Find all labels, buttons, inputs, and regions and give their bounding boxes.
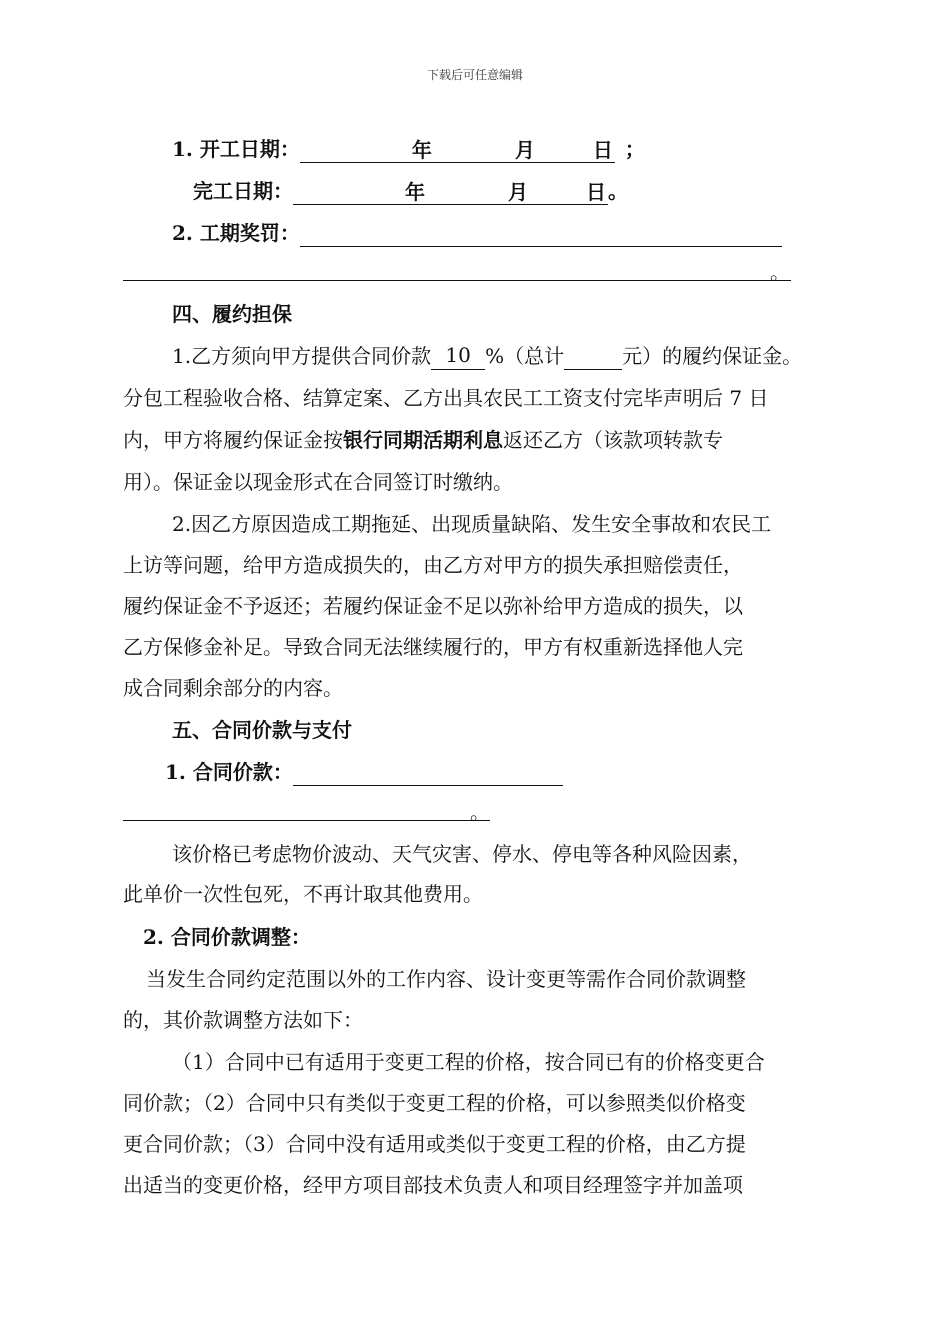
start-date-semicolon: ；: [624, 137, 645, 161]
s4-p2-line1: 2.因乙方原因造成工期拖延、出现质量缺陷、发生安全事故和农民工: [172, 512, 772, 536]
price-line: [165, 758, 563, 786]
s4-p1-line3-b: 返还乙方（该款项转款专: [503, 428, 723, 452]
start-year: 年: [411, 138, 432, 162]
s4-p1-line3-a: 内，甲方将履约保证金按: [123, 428, 343, 452]
s4-p2-line4: 乙方保修金补足。导致合同无法继续履行的，甲方有权重新选择他人完: [123, 635, 743, 659]
s4-p1-text-c: 元）的履约保证金。: [622, 344, 803, 368]
penalty-blank-line2: [123, 280, 791, 281]
method-line1: （1）合同中已有适用于变更工程的价格，按合同已有的价格变更合: [172, 1050, 765, 1074]
start-date-line: [172, 135, 645, 163]
end-date-period: 。: [608, 179, 628, 203]
page-header-note: 下载后可任意编辑: [426, 68, 523, 82]
s4-p2-line2: 上访等问题，给甲方造成损失的，由乙方对甲方的损失承担赔偿责任，: [123, 553, 743, 577]
price-note-line1: 该价格已考虑物价波动、天气灾害、停水、停电等各种风险因素，: [172, 842, 752, 866]
end-date-line: [193, 177, 628, 205]
bond-total-blank: [564, 343, 622, 370]
end-date-blank: [293, 178, 608, 205]
s4-p1-text-a: 1.乙方须向甲方提供合同价款: [172, 344, 432, 368]
interest-terms: 银行同期活期利息: [343, 428, 503, 452]
s4-p2-line3: 履约保证金不予返还；若履约保证金不足以弥补给甲方造成的损失，以: [123, 594, 743, 618]
method-line4: 出适当的变更价格，经甲方项目部技术负责人和项目经理签字并加盖项: [123, 1173, 743, 1197]
end-date-label: 完工日期：: [193, 179, 293, 203]
end-year: 年: [405, 180, 425, 204]
penalty-line: [172, 219, 782, 247]
section4-title: 四、履约担保: [172, 302, 292, 326]
penalty-end-period: 。: [770, 260, 790, 284]
start-day: 日: [592, 138, 613, 162]
penalty-blank: [300, 220, 782, 247]
end-day: 日: [586, 180, 606, 204]
s4-p2-line5: 成合同剩余部分的内容。: [123, 676, 343, 700]
price-end-period: 。: [470, 800, 490, 824]
price-label: 1. 合同价款：: [165, 760, 293, 784]
method-line2: 同价款；（2）合同中只有类似于变更工程的价格，可以参照类似价格变: [123, 1091, 746, 1115]
price-blank: [293, 759, 563, 786]
s4-p1-text-b: %（总计: [485, 344, 565, 368]
section5-title: 五、合同价款与支付: [172, 718, 352, 742]
price-blank-line2: [123, 820, 490, 821]
penalty-label: 2. 工期奖罚：: [172, 221, 300, 245]
adjust-line1: 当发生合同约定范围以外的工作内容、设计变更等需作合同价款调整: [146, 967, 746, 991]
price-adjust-title: 2. 合同价款调整：: [143, 925, 311, 949]
s4-p1-line3: [123, 426, 723, 454]
s4-p1-line4: 用）。保证金以现金形式在合同签订时缴纳。: [123, 470, 513, 494]
adjust-line2: 的，其价款调整方法如下：: [123, 1008, 363, 1032]
start-date-blank: [300, 136, 615, 163]
s4-p1-line2: 分包工程验收合格、结算定案、乙方出具农民工工资支付完毕声明后 7 日: [123, 386, 769, 410]
start-date-label: 1. 开工日期：: [172, 137, 300, 161]
s4-p1-line1: [172, 342, 802, 370]
end-month: 月: [508, 180, 528, 204]
price-note-line2: 此单价一次性包死，不再计取其他费用。: [123, 882, 483, 906]
bond-percent: 10: [431, 343, 485, 370]
start-month: 月: [514, 138, 535, 162]
method-line3: 更合同价款；（3）合同中没有适用或类似于变更工程的价格，由乙方提: [123, 1132, 746, 1156]
